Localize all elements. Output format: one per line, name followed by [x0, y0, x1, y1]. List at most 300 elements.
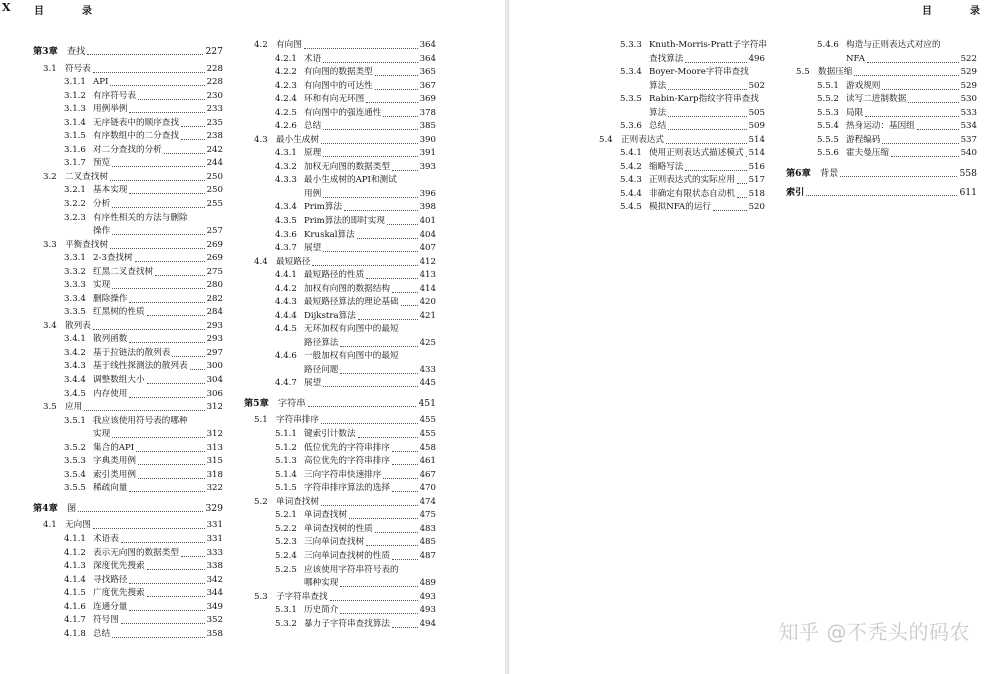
toc-entry-title: 平衡查找树	[65, 239, 109, 253]
toc-entry[interactable]	[33, 171, 223, 185]
toc-entry-number: 4.4.4	[275, 310, 297, 321]
toc-entry-number: 3.4.2	[64, 347, 86, 358]
toc-entry[interactable]	[244, 229, 436, 243]
toc-entry-number: 5.2.3	[275, 537, 297, 548]
toc-entry-page: 235	[206, 117, 223, 131]
toc-entry-title: 稀疏向量	[93, 482, 128, 496]
toc-entry-number: 4.2.3	[275, 80, 297, 91]
dot-leader	[181, 117, 205, 127]
toc-entry[interactable]	[244, 161, 436, 175]
dot-leader	[87, 45, 203, 55]
toc-entry[interactable]	[33, 560, 223, 574]
dot-leader	[110, 171, 205, 181]
toc-entry[interactable]	[244, 550, 436, 564]
toc-entry-page: 421	[419, 310, 436, 324]
dot-leader	[129, 333, 204, 343]
dot-leader	[129, 184, 204, 194]
toc-entry-title: 字符串	[278, 397, 306, 409]
dot-leader	[666, 134, 747, 144]
toc-entry[interactable]	[786, 66, 977, 80]
toc-entry[interactable]	[33, 574, 223, 588]
toc-entry[interactable]	[33, 103, 223, 117]
toc-entry-title-line1: 一般加权有向图中的最短	[304, 351, 399, 362]
toc-entry[interactable]	[244, 591, 436, 605]
toc-entry-title: 实现	[93, 279, 111, 293]
toc-entry[interactable]	[244, 256, 436, 270]
toc-entry[interactable]	[244, 201, 436, 215]
toc-entry[interactable]	[244, 80, 436, 94]
toc-entry-number: 3.3	[43, 239, 57, 250]
toc-entry[interactable]	[33, 157, 223, 171]
toc-entry-page: 300	[206, 360, 223, 374]
toc-entry-number: 4.4.3	[275, 297, 297, 308]
toc-entry-number: 3.1.1	[64, 77, 86, 88]
toc-entry[interactable]	[244, 93, 436, 107]
toc-entry[interactable]	[33, 333, 223, 347]
toc-entry[interactable]	[786, 120, 977, 134]
toc-entry[interactable]	[244, 310, 436, 324]
toc-entry-page: 396	[419, 188, 436, 202]
toc-entry-title: 符号图	[93, 614, 120, 628]
toc-entry-title: 正则表达式的实际应用	[649, 174, 736, 188]
toc-entry[interactable]	[33, 320, 223, 334]
toc-entry-page: 407	[419, 242, 436, 256]
toc-entry[interactable]	[33, 482, 223, 496]
toc-entry[interactable]	[33, 130, 223, 144]
dot-leader	[321, 414, 418, 424]
toc-entry-number: 4.1.3	[64, 561, 86, 572]
dot-leader	[112, 279, 204, 289]
toc-entry-page: 455	[419, 414, 436, 428]
dot-leader	[392, 482, 418, 492]
toc-entry[interactable]	[244, 350, 436, 377]
toc-entry-number: 4.1.2	[64, 547, 86, 558]
toc-entry-number: 3.1.2	[64, 90, 86, 101]
toc-entry-title: 单词查找树	[304, 509, 348, 523]
toc-entry-page: 228	[206, 63, 223, 77]
dot-leader	[190, 360, 205, 370]
toc-entry-title: 用例	[304, 188, 322, 202]
toc-entry-title: 有序符号表	[93, 90, 137, 104]
toc-entry-number: 3.1.6	[64, 144, 86, 155]
dot-leader	[366, 536, 417, 546]
toc-entry[interactable]	[244, 323, 436, 350]
toc-entry-page: 489	[419, 577, 436, 591]
toc-entry-page: 293	[206, 320, 223, 334]
toc-entry-page: 529	[960, 80, 977, 94]
toc-entry-page: 228	[206, 76, 223, 90]
left-header-title: 目 录	[34, 6, 106, 17]
toc-entry-page: 255	[206, 198, 223, 212]
toc-entry-page: 475	[419, 509, 436, 523]
toc-entry-title: 操作	[93, 225, 111, 239]
toc-entry-page: 496	[748, 53, 765, 67]
toc-entry-page: 333	[206, 547, 223, 561]
toc-entry-page: 533	[960, 107, 977, 121]
toc-entry[interactable]	[33, 547, 223, 561]
toc-entry[interactable]	[244, 455, 436, 469]
toc-entry[interactable]	[589, 66, 765, 93]
toc-entry-number: 4.2.4	[275, 94, 297, 105]
toc-entry-title: 键索引计数法	[304, 428, 357, 442]
toc-entry[interactable]	[33, 45, 223, 59]
dot-leader	[129, 482, 204, 492]
toc-entry-page: 505	[748, 107, 765, 121]
dot-leader	[392, 550, 418, 560]
toc-entry[interactable]	[786, 186, 977, 200]
toc-entry[interactable]	[589, 93, 765, 120]
toc-entry-page: 398	[419, 201, 436, 215]
dot-leader	[147, 587, 205, 597]
toc-entry-title: 低位优先的字符串排序	[304, 442, 391, 456]
toc-entry-page: 414	[419, 283, 436, 297]
toc-entry[interactable]	[786, 147, 977, 161]
toc-entry[interactable]	[589, 39, 765, 66]
toc-entry[interactable]	[244, 107, 436, 121]
dot-leader	[308, 397, 417, 407]
toc-entry[interactable]	[33, 198, 223, 212]
toc-entry-title: 子字符串查找	[276, 591, 329, 605]
toc-entry-number: 5.1.3	[275, 456, 297, 467]
toc-entry-number: 5.5	[796, 67, 810, 77]
toc-entry-title-line1: Boyer-Moore字符串查找	[649, 67, 749, 77]
toc-entry[interactable]	[33, 212, 223, 239]
toc-entry-page: 365	[419, 66, 436, 80]
dot-leader	[129, 293, 204, 303]
toc-entry[interactable]	[33, 293, 223, 307]
toc-entry[interactable]	[33, 144, 223, 158]
toc-entry-number: 3.4.4	[64, 375, 86, 386]
dot-leader	[112, 198, 204, 208]
toc-entry[interactable]	[786, 93, 977, 107]
toc-entry[interactable]	[244, 604, 436, 618]
toc-entry-number: 4.4.6	[275, 351, 297, 362]
toc-entry-number: 3.2.1	[64, 185, 86, 196]
toc-entry[interactable]	[589, 174, 765, 188]
toc-entry[interactable]	[33, 374, 223, 388]
toc-entry-title: 集合的API	[93, 442, 135, 456]
toc-entry-title: 删除操作	[93, 293, 128, 307]
toc-entry[interactable]	[244, 397, 436, 411]
toc-column-3	[589, 39, 765, 215]
dot-leader	[375, 523, 418, 533]
toc-entry[interactable]	[33, 601, 223, 615]
toc-entry-page: 391	[419, 147, 436, 161]
toc-entry-number: 4.3.5	[275, 216, 297, 227]
toc-entry-number: 5.4.6	[817, 40, 839, 50]
toc-entry[interactable]	[33, 469, 223, 483]
toc-entry[interactable]	[589, 134, 765, 148]
toc-entry[interactable]	[33, 360, 223, 374]
toc-entry-number: 3.4	[43, 320, 57, 331]
toc-entry-number: 4.4.1	[275, 270, 297, 281]
toc-entry-page: 233	[206, 103, 223, 117]
toc-entry-number: 5.3.2	[275, 618, 297, 629]
toc-entry[interactable]	[244, 482, 436, 496]
dot-leader	[147, 560, 205, 570]
toc-entry-title: 术语表	[93, 533, 120, 547]
toc-entry[interactable]	[244, 509, 436, 523]
toc-entry-title: 缩略写法	[649, 161, 684, 175]
toc-entry-page: 412	[419, 256, 436, 270]
toc-entry[interactable]	[33, 587, 223, 601]
dot-leader	[121, 533, 205, 543]
toc-entry-number: 4.2.1	[275, 53, 297, 64]
right-page	[509, 0, 996, 674]
toc-entry-title: 暴力子字符串查找算法	[304, 618, 391, 632]
toc-entry-title: 哪种实现	[304, 577, 339, 591]
toc-entry-title: 有序数组中的二分查找	[93, 130, 180, 144]
toc-entry[interactable]	[786, 107, 977, 121]
toc-entry[interactable]	[244, 536, 436, 550]
dot-leader	[668, 120, 746, 130]
toc-entry[interactable]	[244, 496, 436, 510]
toc-entry-page: 485	[419, 536, 436, 550]
toc-entry-page: 470	[419, 482, 436, 496]
toc-entry-title: 模拟NFA的运行	[649, 201, 712, 215]
toc-entry-title: 有向图中的可达性	[304, 80, 374, 94]
dot-leader	[882, 134, 958, 144]
left-header-mark: X	[2, 1, 11, 14]
toc-entry-title: Prim算法的即时实现	[304, 215, 386, 229]
toc-entry-number: 5.4	[599, 134, 613, 145]
toc-entry[interactable]	[33, 279, 223, 293]
toc-entry[interactable]	[244, 120, 436, 134]
toc-entry-number: 5.3.1	[275, 605, 297, 616]
toc-entry[interactable]	[33, 502, 223, 516]
toc-entry-number: 4.3.3	[275, 175, 297, 186]
toc-entry[interactable]	[786, 167, 977, 181]
toc-entry[interactable]	[786, 80, 977, 94]
toc-entry-page: 331	[206, 519, 223, 533]
toc-entry-number: 3.5.5	[64, 483, 86, 494]
toc-entry[interactable]	[33, 628, 223, 642]
dot-leader	[383, 469, 417, 479]
toc-entry[interactable]	[33, 415, 223, 442]
toc-entry-title: 基本实现	[93, 184, 128, 198]
toc-entry[interactable]	[244, 39, 436, 53]
toc-entry[interactable]	[33, 442, 223, 456]
toc-entry[interactable]	[33, 63, 223, 77]
toc-entry[interactable]	[244, 618, 436, 632]
toc-entry[interactable]	[244, 66, 436, 80]
toc-entry-title: 历史简介	[304, 604, 339, 618]
toc-entry-number: 4.1	[43, 520, 57, 531]
dot-leader	[321, 134, 418, 144]
toc-entry[interactable]	[33, 184, 223, 198]
dot-leader	[917, 120, 959, 130]
toc-entry[interactable]	[33, 533, 223, 547]
toc-entry[interactable]	[244, 269, 436, 283]
toc-entry-title: 总结	[304, 120, 322, 134]
toc-entry-title: 原理	[304, 147, 322, 161]
dot-leader	[392, 455, 418, 465]
dot-leader	[366, 269, 417, 279]
toc-entry-number: 5.4.1	[620, 148, 642, 159]
dot-leader	[129, 574, 204, 584]
toc-entry[interactable]	[244, 283, 436, 297]
toc-entry[interactable]	[786, 39, 977, 66]
toc-entry-title: 游戏规则	[846, 80, 881, 94]
dot-leader	[110, 76, 204, 86]
toc-entry-page: 494	[419, 618, 436, 632]
toc-entry[interactable]	[244, 523, 436, 537]
toc-entry-page: 297	[206, 347, 223, 361]
toc-entry-title: 基于线性探测法的散列表	[93, 360, 189, 374]
toc-entry-page: 313	[206, 442, 223, 456]
toc-entry-title: 散列表	[65, 320, 92, 334]
toc-entry[interactable]	[33, 455, 223, 469]
toc-entry-page: 518	[748, 188, 765, 202]
dot-leader	[357, 229, 418, 239]
toc-entry[interactable]	[589, 188, 765, 202]
toc-entry-number: 3.1.3	[64, 104, 86, 115]
dot-leader	[366, 93, 417, 103]
toc-entry-title: 二叉查找树	[65, 171, 109, 185]
toc-entry-title: 字典类用例	[93, 455, 137, 469]
toc-entry-number: 5.3.4	[620, 67, 642, 77]
toc-entry[interactable]	[244, 377, 436, 391]
toc-entry-title: 有向图的数据类型	[304, 66, 374, 80]
toc-entry[interactable]	[244, 564, 436, 591]
toc-entry-number: 索引	[786, 187, 805, 199]
toc-entry[interactable]	[244, 242, 436, 256]
toc-entry-number: 3.3.5	[64, 307, 86, 318]
toc-entry[interactable]	[589, 120, 765, 134]
toc-entry-page: 534	[960, 120, 977, 134]
toc-entry-number: 3.3.1	[64, 253, 86, 264]
toc-entry-number: 4.1.6	[64, 601, 86, 612]
toc-entry[interactable]	[244, 53, 436, 67]
toc-entry-page: 227	[205, 46, 223, 57]
toc-entry-title: 路径算法	[304, 337, 339, 351]
toc-entry[interactable]	[589, 161, 765, 175]
dot-leader	[392, 618, 418, 628]
dot-leader	[737, 174, 747, 184]
toc-entry[interactable]	[244, 215, 436, 229]
dot-leader	[340, 364, 417, 374]
toc-entry-number: 4.4.5	[275, 324, 297, 335]
dot-leader	[746, 147, 747, 157]
dot-leader	[93, 320, 205, 330]
toc-entry-title: 加权有向图的数据结构	[304, 283, 391, 297]
toc-column-1	[33, 39, 223, 641]
toc-entry[interactable]	[244, 469, 436, 483]
toc-entry-title: 热身运动：基因组	[846, 120, 916, 134]
toc-entry[interactable]	[589, 147, 765, 161]
dot-leader	[323, 242, 417, 252]
toc-entry[interactable]	[244, 428, 436, 442]
toc-entry-number: 4.2.2	[275, 67, 297, 78]
dot-leader	[181, 547, 205, 557]
toc-entry[interactable]	[33, 239, 223, 253]
toc-entry-title: 游程编码	[846, 134, 881, 148]
toc-entry-page: 349	[206, 601, 223, 615]
toc-entry-title: NFA	[846, 53, 866, 67]
toc-entry-page: 250	[206, 171, 223, 185]
toc-entry[interactable]	[33, 117, 223, 131]
toc-entry[interactable]	[33, 76, 223, 90]
toc-entry-title-line1: 有序性相关的方法与删除	[93, 212, 188, 223]
toc-entry-page: 393	[419, 161, 436, 175]
toc-entry-page: 238	[206, 130, 223, 144]
dot-leader	[358, 310, 418, 320]
dot-leader	[78, 502, 203, 512]
toc-entry-number: 4.4.2	[275, 283, 297, 294]
toc-entry[interactable]	[244, 147, 436, 161]
toc-entry-page: 242	[206, 144, 223, 158]
toc-entry[interactable]	[33, 266, 223, 280]
toc-entry-page: 269	[206, 252, 223, 266]
toc-entry-title: 索引类用例	[93, 469, 137, 483]
toc-entry-page: 467	[419, 469, 436, 483]
toc-entry-title: 分析	[93, 198, 111, 212]
dot-leader	[138, 455, 205, 465]
toc-entry-number: 4.1.7	[64, 615, 86, 626]
dot-leader	[172, 347, 204, 357]
toc-entry-number: 5.5.4	[817, 121, 839, 132]
toc-entry[interactable]	[589, 201, 765, 215]
toc-entry[interactable]	[33, 388, 223, 402]
toc-entry-title: 术语	[304, 53, 322, 67]
toc-entry[interactable]	[33, 306, 223, 320]
toc-entry[interactable]	[244, 174, 436, 201]
toc-entry-title: 算法	[649, 80, 667, 94]
toc-entry-page: 514	[748, 134, 765, 148]
dot-leader	[867, 53, 959, 63]
toc-entry[interactable]	[33, 401, 223, 415]
toc-entry-page: 318	[206, 469, 223, 483]
toc-entry[interactable]	[786, 134, 977, 148]
toc-entry-title: 应用	[65, 401, 83, 415]
dot-leader	[147, 374, 205, 384]
toc-entry[interactable]	[244, 442, 436, 456]
toc-entry[interactable]	[33, 519, 223, 533]
toc-entry-number: 5.3	[254, 591, 268, 602]
dot-leader	[668, 80, 746, 90]
toc-entry-title: 局限	[846, 107, 864, 121]
toc-entry[interactable]	[33, 90, 223, 104]
toc-entry[interactable]	[244, 134, 436, 148]
toc-entry-title: 散列函数	[93, 333, 128, 347]
toc-entry-page: 315	[206, 455, 223, 469]
toc-entry-title: 调整数组大小	[93, 374, 146, 388]
toc-entry-title: 有向图	[276, 39, 303, 53]
toc-entry[interactable]	[33, 347, 223, 361]
toc-entry[interactable]	[33, 252, 223, 266]
toc-entry-page: 413	[419, 269, 436, 283]
toc-entry-number: 3.5	[43, 402, 57, 413]
toc-entry-number: 3.2	[43, 171, 57, 182]
toc-entry-title: 单词查找树	[276, 496, 320, 510]
toc-entry-number: 5.4.4	[620, 188, 642, 199]
dot-leader	[84, 401, 204, 411]
toc-entry-page: 487	[419, 550, 436, 564]
toc-entry-title: 加权无向图的数据类型	[304, 161, 391, 175]
toc-entry[interactable]	[244, 296, 436, 310]
toc-entry-title: 路径问题	[304, 364, 339, 378]
toc-entry-page: 509	[748, 120, 765, 134]
toc-entry-number: 第4章	[33, 502, 58, 514]
toc-entry-number: 3.5.3	[64, 456, 86, 467]
toc-entry-title: 预览	[93, 157, 111, 171]
toc-entry-title: 内存使用	[93, 388, 128, 402]
toc-entry[interactable]	[33, 614, 223, 628]
toc-entry-title-line1: 应该使用字符串符号表的	[304, 564, 399, 575]
toc-entry-title: 数据压缩	[818, 66, 853, 80]
toc-entry-number: 4.2.6	[275, 121, 297, 132]
toc-entry[interactable]	[244, 414, 436, 428]
